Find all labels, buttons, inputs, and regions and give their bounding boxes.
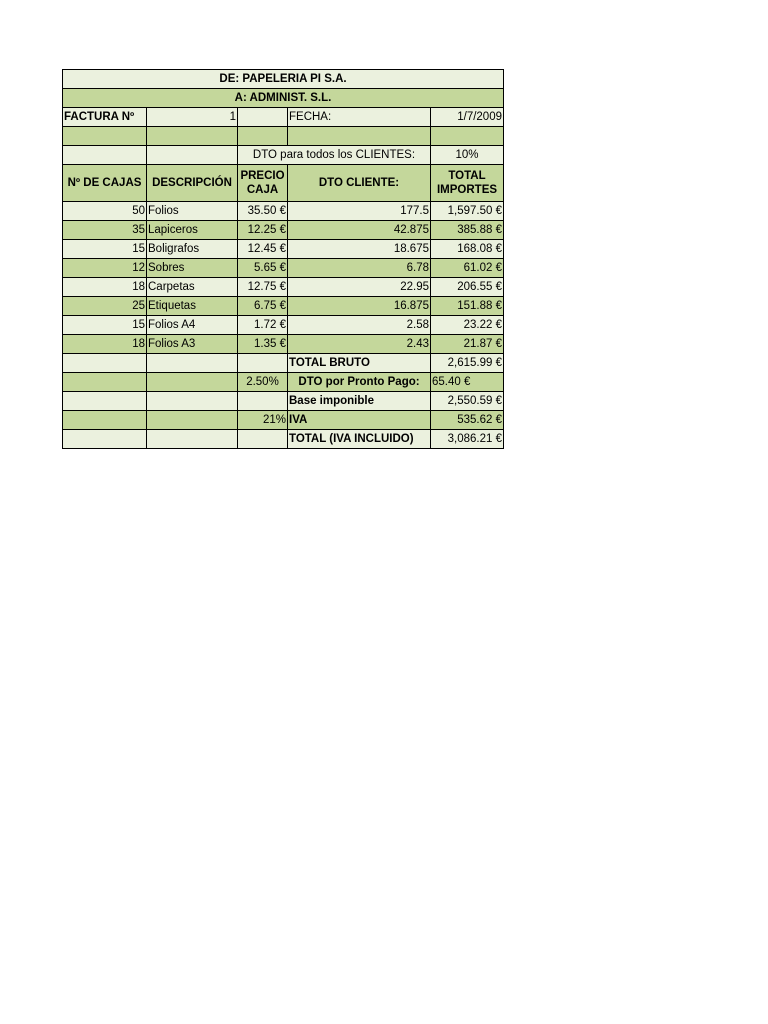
- description-cell[interactable]: Carpetas: [147, 278, 238, 297]
- description-cell[interactable]: Folios A3: [147, 335, 238, 354]
- vat-label[interactable]: IVA: [288, 411, 431, 430]
- empty-cell[interactable]: [431, 127, 504, 146]
- empty-cell[interactable]: [63, 354, 147, 373]
- discount-all-label[interactable]: DTO para todos los CLIENTES:: [238, 146, 431, 165]
- boxes-cell[interactable]: 12: [63, 259, 147, 278]
- discount-all-cell[interactable]: 10%: [431, 146, 504, 165]
- discount-cell[interactable]: 16.875: [288, 297, 431, 316]
- summary-row: [63, 392, 504, 411]
- header-total-line1: TOTAL: [448, 170, 486, 182]
- sheet-row: [63, 108, 504, 127]
- boxes-cell[interactable]: 18: [63, 278, 147, 297]
- from-cell[interactable]: DE: PAPELERIA PI S.A.: [63, 70, 504, 89]
- total-cell[interactable]: 168.08 €: [431, 240, 504, 259]
- grand-total-cell[interactable]: 3,086.21 €: [431, 430, 504, 449]
- description-cell[interactable]: Lapiceros: [147, 221, 238, 240]
- empty-cell[interactable]: [147, 146, 238, 165]
- discount-cell[interactable]: 2.43: [288, 335, 431, 354]
- total-cell[interactable]: 61.02 €: [431, 259, 504, 278]
- empty-cell[interactable]: [147, 411, 238, 430]
- empty-cell[interactable]: [288, 127, 431, 146]
- header-price-line1: PRECIO: [240, 170, 285, 182]
- prompt-pay-pct-cell[interactable]: 2.50%: [238, 373, 288, 392]
- description-cell[interactable]: Etiquetas: [147, 297, 238, 316]
- empty-cell[interactable]: [147, 373, 238, 392]
- to-cell[interactable]: A: ADMINIST. S.L.: [63, 89, 504, 108]
- header-price[interactable]: [238, 165, 288, 202]
- price-cell[interactable]: 12.25 €: [238, 221, 288, 240]
- empty-cell[interactable]: [63, 411, 147, 430]
- empty-cell[interactable]: [63, 430, 147, 449]
- prompt-pay-cell[interactable]: 65.40 €: [431, 373, 504, 392]
- header-price-line2: CAJA: [246, 184, 279, 196]
- price-cell[interactable]: 6.75 €: [238, 297, 288, 316]
- summary-row: [63, 354, 504, 373]
- invoice-number-cell[interactable]: 1: [147, 108, 238, 127]
- empty-cell[interactable]: [238, 108, 288, 127]
- header-client-discount[interactable]: DTO CLIENTE:: [288, 165, 431, 202]
- summary-row: [63, 411, 504, 430]
- empty-cell[interactable]: [238, 430, 288, 449]
- boxes-cell[interactable]: 15: [63, 240, 147, 259]
- total-cell[interactable]: 23.22 €: [431, 316, 504, 335]
- empty-cell[interactable]: [63, 127, 147, 146]
- empty-cell[interactable]: [147, 354, 238, 373]
- header-boxes[interactable]: Nº DE CAJAS: [63, 165, 147, 202]
- empty-cell[interactable]: [63, 146, 147, 165]
- total-cell[interactable]: 206.55 €: [431, 278, 504, 297]
- item-row: [63, 316, 504, 335]
- item-row: [63, 259, 504, 278]
- price-cell[interactable]: 1.72 €: [238, 316, 288, 335]
- sheet-row: [63, 89, 504, 108]
- discount-cell[interactable]: 22.95: [288, 278, 431, 297]
- description-cell[interactable]: Boligrafos: [147, 240, 238, 259]
- gross-total-cell[interactable]: 2,615.99 €: [431, 354, 504, 373]
- empty-cell[interactable]: [147, 430, 238, 449]
- discount-cell[interactable]: 2.58: [288, 316, 431, 335]
- empty-cell[interactable]: [238, 127, 288, 146]
- grand-total-label[interactable]: TOTAL (IVA INCLUIDO): [288, 430, 431, 449]
- item-row: [63, 278, 504, 297]
- empty-cell[interactable]: [63, 373, 147, 392]
- total-cell[interactable]: 1,597.50 €: [431, 202, 504, 221]
- total-cell[interactable]: 385.88 €: [431, 221, 504, 240]
- header-row: [63, 165, 504, 202]
- invoice-sheet: [62, 69, 504, 449]
- vat-cell[interactable]: 535.62 €: [431, 411, 504, 430]
- discount-cell[interactable]: 177.5: [288, 202, 431, 221]
- tax-base-cell[interactable]: 2,550.59 €: [431, 392, 504, 411]
- empty-cell[interactable]: [238, 354, 288, 373]
- boxes-cell[interactable]: 25: [63, 297, 147, 316]
- sheet-row: [63, 70, 504, 89]
- empty-cell[interactable]: [238, 392, 288, 411]
- item-row: [63, 335, 504, 354]
- boxes-cell[interactable]: 35: [63, 221, 147, 240]
- prompt-pay-label[interactable]: DTO por Pronto Pago:: [288, 373, 431, 392]
- empty-cell[interactable]: [147, 392, 238, 411]
- tax-base-label[interactable]: Base imponible: [288, 392, 431, 411]
- price-cell[interactable]: 35.50 €: [238, 202, 288, 221]
- price-cell[interactable]: 12.45 €: [238, 240, 288, 259]
- price-cell[interactable]: 1.35 €: [238, 335, 288, 354]
- discount-cell[interactable]: 42.875: [288, 221, 431, 240]
- price-cell[interactable]: 12.75 €: [238, 278, 288, 297]
- item-row: [63, 240, 504, 259]
- date-cell[interactable]: 1/7/2009: [431, 108, 504, 127]
- boxes-cell[interactable]: 18: [63, 335, 147, 354]
- price-cell[interactable]: 5.65 €: [238, 259, 288, 278]
- boxes-cell[interactable]: 15: [63, 316, 147, 335]
- vat-pct-cell[interactable]: 21%: [238, 411, 288, 430]
- description-cell[interactable]: Folios A4: [147, 316, 238, 335]
- boxes-cell[interactable]: 50: [63, 202, 147, 221]
- header-description[interactable]: DESCRIPCIÓN: [147, 165, 238, 202]
- item-row: [63, 202, 504, 221]
- empty-cell[interactable]: [147, 127, 238, 146]
- description-cell[interactable]: Folios: [147, 202, 238, 221]
- total-cell[interactable]: 151.88 €: [431, 297, 504, 316]
- gross-total-label[interactable]: TOTAL BRUTO: [288, 354, 431, 373]
- header-total[interactable]: [431, 165, 504, 202]
- discount-cell[interactable]: 6.78: [288, 259, 431, 278]
- empty-cell[interactable]: [63, 392, 147, 411]
- discount-cell[interactable]: 18.675: [288, 240, 431, 259]
- description-cell[interactable]: Sobres: [147, 259, 238, 278]
- summary-row: [63, 430, 504, 449]
- item-row: [63, 221, 504, 240]
- sheet-row: [63, 127, 504, 146]
- invoice-number-label[interactable]: FACTURA Nº: [63, 108, 147, 127]
- total-cell[interactable]: 21.87 €: [431, 335, 504, 354]
- sheet-row: [63, 146, 504, 165]
- date-label[interactable]: FECHA:: [288, 108, 431, 127]
- header-total-line2: IMPORTES: [436, 184, 498, 196]
- summary-row: [63, 373, 504, 392]
- item-row: [63, 297, 504, 316]
